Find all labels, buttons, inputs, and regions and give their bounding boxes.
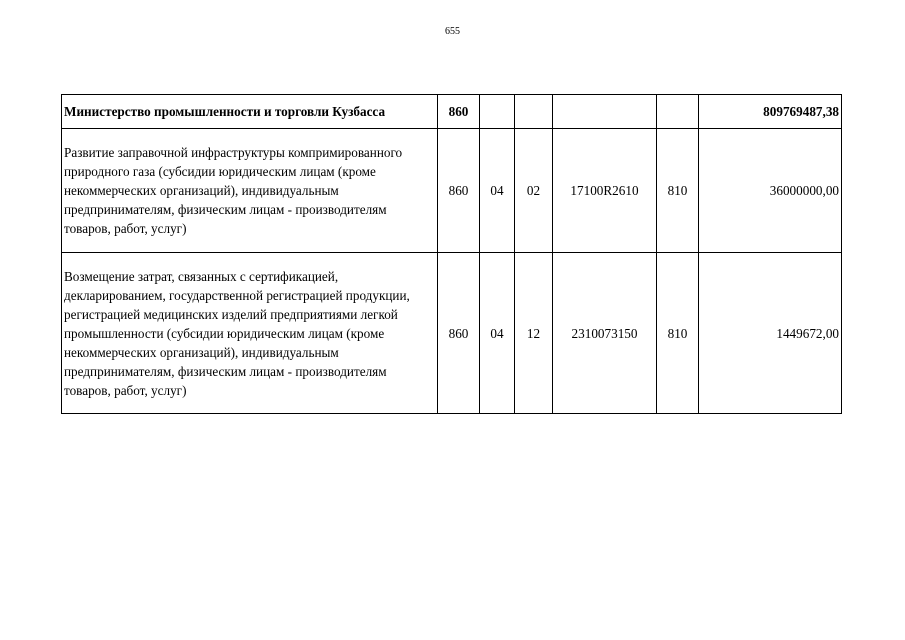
- cell-csr: 2310073150: [553, 253, 657, 414]
- page-number: 655: [445, 26, 460, 37]
- cell-pr: 02: [515, 129, 553, 253]
- cell-name: Министерство промышленности и торговли Кузбасса: [62, 95, 438, 129]
- cell-vr: 810: [657, 253, 699, 414]
- cell-name: Развитие заправочной инфраструктуры компримированного природного газа (субсидии юридическим лицам (кроме некоммерческих организаций), индивидуальным предпринимателям, физическим лицам - производителям товаров, работ, услуг): [62, 129, 438, 253]
- table-row-ministry: [62, 95, 842, 129]
- cell-pr: 12: [515, 253, 553, 414]
- cell-name: Возмещение затрат, связанных с сертификацией, декларированием, государственной регистрацией продукции, регистрацией медицинских изделий предприятиями легкой промышленности (субсидии юридическим лицам (кроме некоммерческих организаций), индивидуальным предпринимателям, физическим лицам - производителям товаров, работ, услуг): [62, 253, 438, 414]
- cell-grbs: 860: [438, 253, 480, 414]
- cell-sum: 809769487,38: [699, 95, 842, 129]
- cell-rz: 04: [480, 129, 515, 253]
- cell-pr: [515, 95, 553, 129]
- cell-csr: 17100R2610: [553, 129, 657, 253]
- cell-vr: [657, 95, 699, 129]
- cell-vr: 810: [657, 129, 699, 253]
- cell-sum: 36000000,00: [699, 129, 842, 253]
- table-row: [62, 253, 842, 414]
- cell-rz: [480, 95, 515, 129]
- cell-grbs: 860: [438, 129, 480, 253]
- cell-csr: [553, 95, 657, 129]
- table-row: [62, 129, 842, 253]
- cell-grbs: 860: [438, 95, 480, 129]
- budget-table: [61, 94, 842, 414]
- cell-rz: 04: [480, 253, 515, 414]
- cell-sum: 1449672,00: [699, 253, 842, 414]
